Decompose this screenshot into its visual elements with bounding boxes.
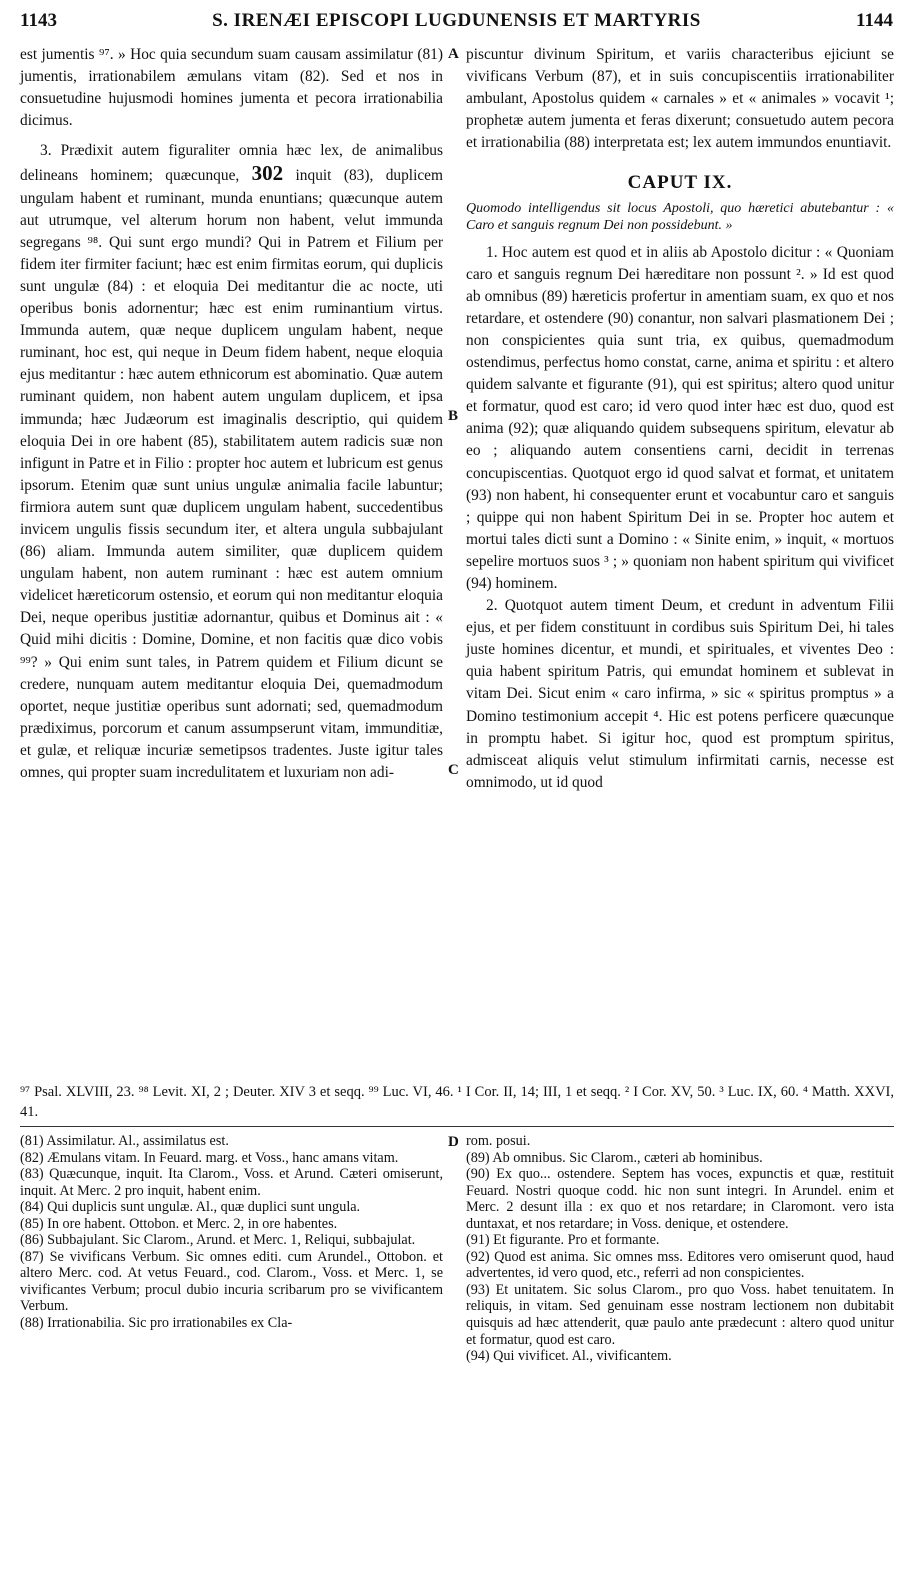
paragraph — [20, 140, 443, 784]
paragraph: est jumentis ⁹⁷. » Hoc quia secundum suam causam assimilatur (81) jumentis, irrationabilem æmulans vitam (82). Sed et nos in consuetudine hujusmodi homines jumenta et pecora irrationabilia dicimus. — [20, 46, 443, 130]
footnote: (91) Et figurante. Pro et formante. — [466, 1232, 660, 1249]
footnote: (89) Ab omnibus. Sic Clarom., cæteri ab hominibus. — [466, 1149, 763, 1166]
running-header — [20, 6, 893, 36]
footnote: (83) Quæcunque, inquit. Ita Clarom., Voss. et Arund. Cæteri omiserunt, inquit. At Merc. 2 pro inquit, habent enim. — [20, 1166, 443, 1199]
running-title: S. IRENÆI EPISCOPI LUGDUNENSIS ET MARTYRIS — [212, 10, 701, 31]
paragraph: 1. Hoc autem est quod et in aliis ab Apostolo dicitur : « Quoniam caro et sanguis regnum Dei hæreditare non possunt ². » Id est quod ab omnibus (89) hæreticis profertur in amentiam suam, ex quo et nos retardare, et ostendere (90) conantur, non salvari plasmationem Dei ; non conspicientes quia sunt tria, ex quibus, quemadmodum ostendimus, perfectus homo constat, carne, anima et spiritu : et altero quidem salvante et figurante (91), qui est spiritus; altero quod unitur et formatur, quod est caro; id vero quod inter hæc est duo, quod est anima (92); quæ aliquando quidem subsequens spiritum, elevatur ab eo ; aliquando autem consentiens carni, decidit in terrenas concupiscentias. Quotquot ergo id quod salvat et format, et unitatem (93) non habent, hi consequenter erunt et vocabuntur caro et sanguis ; quippe qui non habent Spiritum Dei in se. Propter hoc autem et mortui tales dicti sunt a Domino : « Sinite enim, » inquit, « mortuos sepelire mortuos suos ³ ; » quoniam non habent spiritum qui vivificet (94) hominem. — [466, 243, 894, 592]
edition-page-marker: 302 — [251, 161, 284, 186]
left-column — [20, 44, 443, 784]
footnote: (86) Subbajulant. Sic Clarom., Arund. et Merc. 1, Reliqui, subbajulat. — [20, 1232, 416, 1249]
footnotes-right — [466, 1133, 894, 1365]
paragraph: piscuntur divinum Spiritum, et variis characteribus ejiciunt se vivificans Verbum (87), et in suis concupiscentiis irrationabiliter ambulant, Apostolus quidem « carnales » et « animales » vocavit ¹; prophetæ autem jumenta et feras dixerunt; consuetudo autem pecora et irrationabilia (88) interpretata est; lex autem immundos enuntiavit. — [466, 46, 894, 152]
footnote: (85) In ore habent. Ottobon. et Merc. 2, in ore habentes. — [20, 1215, 338, 1232]
margin-letter-a: A — [448, 46, 459, 62]
page-number-right: 1144 — [856, 10, 893, 31]
chapter-summary: Quomodo intelligendus sit locus Apostoli, quo hæretici abutebantur : « Caro et sanguis regnum Dei non possidebunt. » — [466, 200, 894, 233]
footnote: (81) Assimilatur. Al., assimilatus est. — [20, 1133, 229, 1149]
paragraph-text: 3. Prædixit autem figuraliter omnia hæc lex, de animalibus delineans hominem; quæcunque, — [20, 142, 443, 185]
footnote: (87) Se vivificans Verbum. Sic omnes editi. cum Arundel., Ottobon. et altero Merc. cod. At vetus Feuard., cod. Clarom., Voss. et Merc. 1, se vivificantes Verbum; procul dubio incuria scribarum pro se vivificantem Verbum. — [20, 1248, 443, 1315]
page-number-left: 1143 — [20, 10, 57, 31]
right-column — [466, 44, 894, 794]
footnotes-left — [20, 1133, 443, 1332]
margin-letter-b: B — [448, 408, 459, 424]
margin-letter-c: C — [448, 762, 459, 778]
footnote: (94) Qui vivificet. Al., vivificantem. — [466, 1348, 672, 1365]
footnote: (84) Qui duplicis sunt ungulæ. Al., quæ duplici sunt ungula. — [20, 1199, 361, 1216]
margin-letter-d: D — [448, 1134, 459, 1150]
footnote: (93) Et unitatem. Sic solus Clarom., pro quo Voss. habet tenuitatem. In reliquis, in vitam. Sed genuinam esse nostram lectionem non dubitabit quisquis ad hæc attenderit, quæ paulo ante prædecunt : altero quod unitur et formatur, quod est caro. — [466, 1281, 894, 1348]
divider-rule — [20, 1126, 894, 1127]
footnote: rom. posui. — [466, 1133, 531, 1149]
paragraph: 2. Quotquot autem timent Deum, et credunt in adventum Filii ejus, et per fidem constituunt in cordibus suis Spiritum Dei, hi tales juste homines dicentur, et mundi, et spirituales, et viventes Deo : quia habent spiritum Patris, qui emundat hominem et sublevat in vitam Dei. Sicut enim « caro infirma, » sic « spiritus promptus » a Domino testimonium accepit ⁴. Hic est potens perficere quæcunque in promptu habet. Si igitur hoc, quod est promptum spiritus, admisceat aliquis velut stimulum infirmitati carnis, necesse est omnimodo, ut id quod — [466, 597, 894, 791]
chapter-heading: CAPUT IX. — [627, 172, 733, 194]
scripture-references: ⁹⁷ Psal. XLVIII, 23. ⁹⁸ Levit. XI, 2 ; Deuter. XIV 3 et seqq. ⁹⁹ Luc. VI, 46. ¹ I Cor. II, 14; III, 1 et seqq. ² I Cor. XV, 50. ³ Luc. IX, 60. ⁴ Matth. XXVI, 41. — [20, 1084, 894, 1120]
paragraph-text: inquit (83), duplicem ungulam habent et ruminant, munda enuntians; quæcunque autem aut utrumque, vel alterum horum non habent, velut immunda segregans ⁹⁸. Qui sunt ergo mundi? Qui in Patrem et Filium per fidem iter firmiter faciunt; hæc est enim firmitas eorum, qui duplicis sunt ungulæ (84) : et eloquia Dei meditantur die ac nocte, uti operibus bonis adornentur; hæc est enim ruminantium virtus. Immunda autem, quæ neque duplicem ungulam habent, neque ruminant, hoc est, qui neque in Deum fidem habent, neque eloquia ejus meditantur : hæc autem ethnicorum est abominatio. Quæ autem ruminant quidem, non habent autem ungulam duplicem, et ipsa immunda; hæc Judæorum est imaginalis descriptio, qui quidem eloquia Dei in ore habent (85), stabilitatem autem radicis suæ non infigunt in Patre et in Filio : propter hoc autem et lubricum est genus ipsorum. Etenim quæ sunt unius ungulæ animalia facile labuntur; firmiora autem sunt quæ duplicem ungulam habent, succedentibus invicem ungulis fissis secundum iter, et altera ungula subbajulant (86) aliam. Immunda autem similiter, quæ duplicem quidem ungulam habent, non autem ruminant : hæc est autem omnium videlicet hæreticorum ostensio, et eorum qui non meditantur eloquia Dei, neque operibus justitiæ adornantur, quibus et Dominus ait : « Quid mihi dicitis : Domine, Domine, et non facitis quæ dico vobis ⁹⁹? » Qui enim sunt tales, in Patrem quidem et Filium dicunt se credere, nunquam autem meditantur eloquia Dei, quemadmodum oportet, neque justitiæ operibus sunt adornati; sed, quemadmodum prædiximus, porcorum et canum assumpserunt vitam, immunditiæ, et gulæ, et reliquæ incuriæ semetipsos tradentes. Juste igitur tales omnes, qui propter suam incredulitatem et luxuriam non adi- — [20, 167, 443, 781]
footnote: (92) Quod est anima. Sic omnes mss. Editores vero omiserunt quod, haud advertentes, id vero quod, etc., referri ad non conspicientes. — [466, 1248, 894, 1282]
footnote: (82) Æmulans vitam. In Feuard. marg. et Voss., hanc amans vitam. — [20, 1149, 399, 1166]
footnote: (88) Irrationabilia. Sic pro irrationabiles ex Cla- — [20, 1315, 293, 1332]
footnote: (90) Ex quo... ostendere. Septem has voces, expunctis et quæ, restituit Feuard. Nostri quoque codd. hic non sunt integri. In Arundel. enim et Merc. 2 desunt illa : ex quo et nos retardare; in Claromont. vero ista duntaxat, et nos retardare; in Voss. denique, et ostendere. — [466, 1166, 894, 1232]
